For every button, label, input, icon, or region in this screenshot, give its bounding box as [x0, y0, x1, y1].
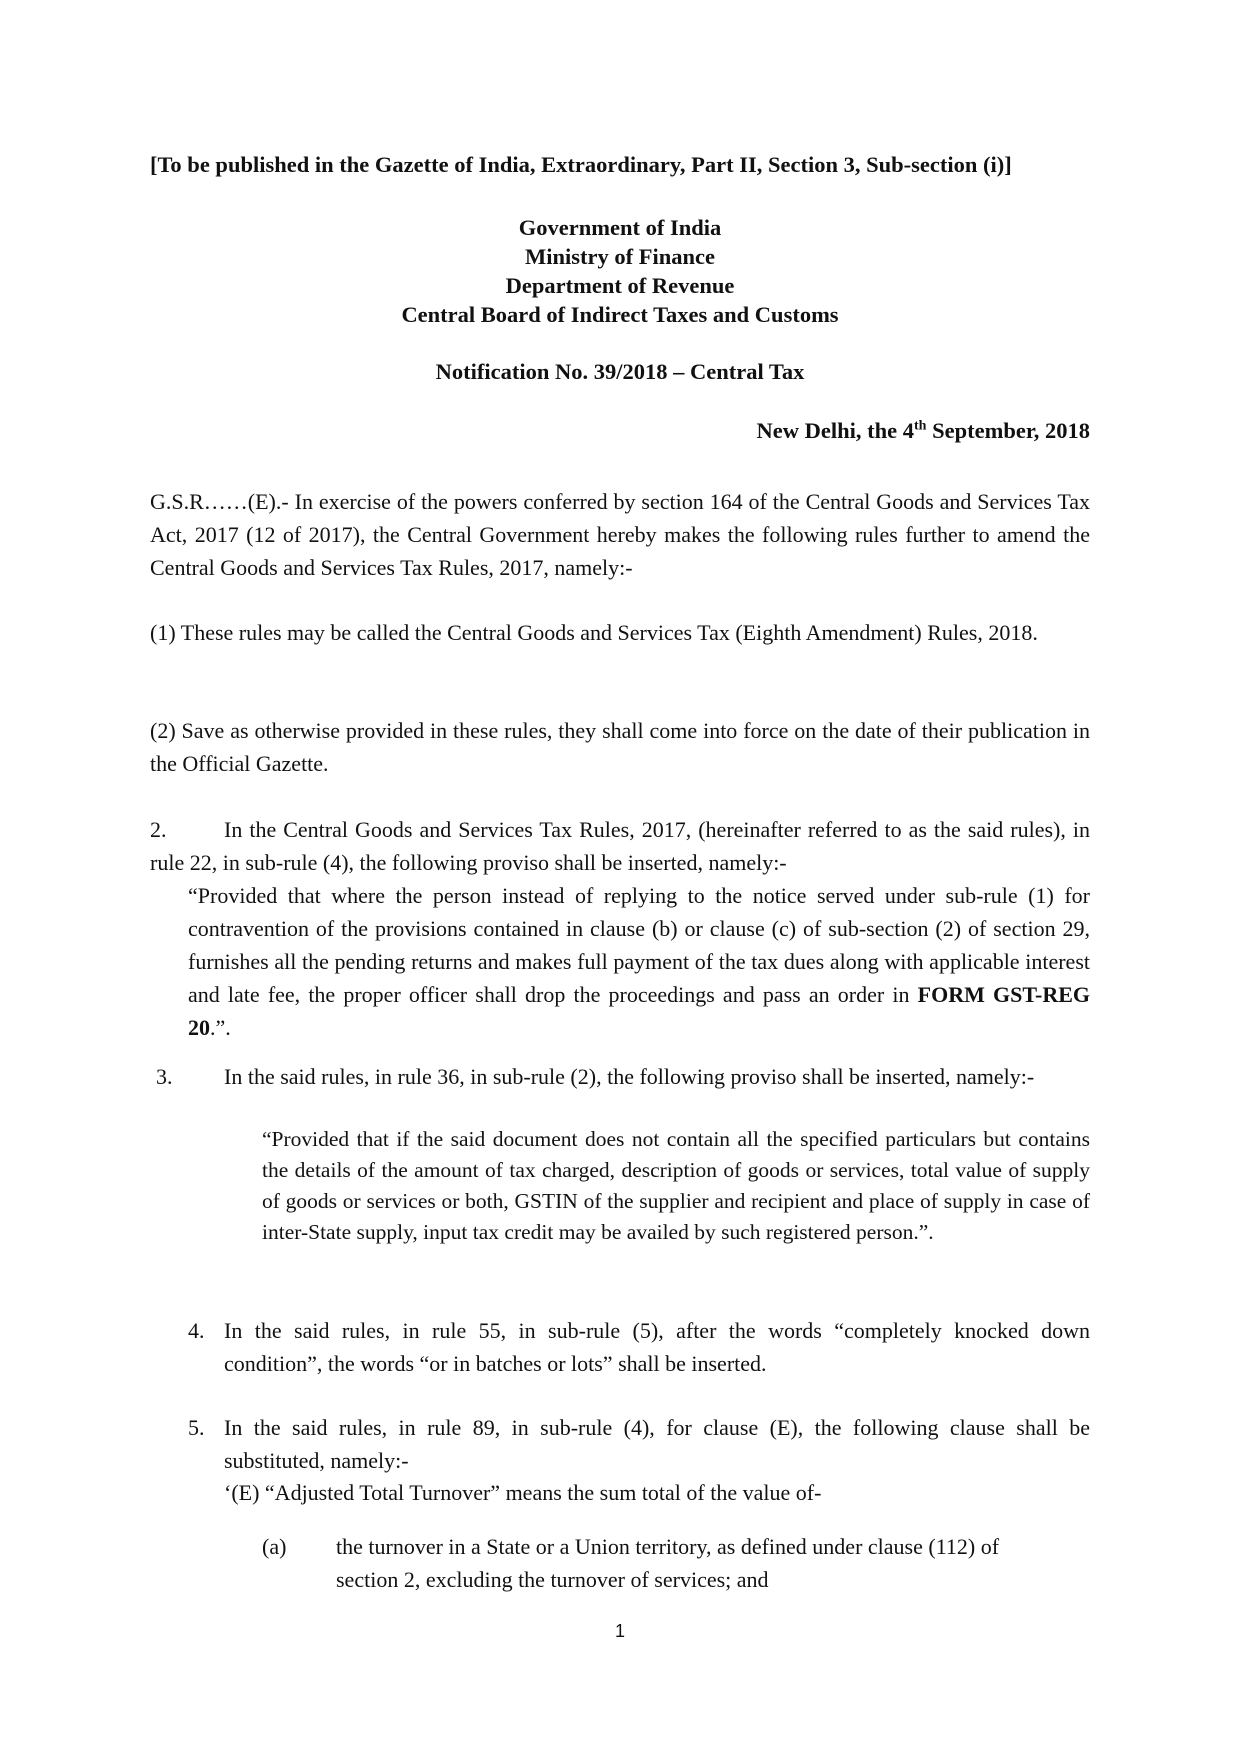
form-reference: FORM GST-REG 20 [188, 982, 1090, 1040]
paragraph-commencement: (2) Save as otherwise provided in these rules, they shall come into force on the date of their publication in the Official Gazette. [150, 718, 1090, 776]
paragraph-number: 2. [150, 817, 167, 842]
item-number-5: 5. [188, 1415, 205, 1440]
paragraph-rule-22 [150, 813, 1090, 879]
sub-clause-label: (a) [262, 1534, 287, 1559]
header-ministry: Ministry of Finance [525, 244, 715, 269]
paragraph-rule-89: In the said rules, in rule 89, in sub-rule (4), for clause (E), the following clause shall be substituted, namely:- [224, 1415, 1090, 1473]
paragraph-number: 3. [156, 1064, 173, 1089]
header-board: Central Board of Indirect Taxes and Customs [401, 302, 839, 327]
sub-clause-text: the turnover in a State or a Union territory, as defined under clause (112) of section 2, excluding the turnover of services; and [336, 1534, 1000, 1592]
gazette-line: [To be published in the Gazette of India, Extraordinary, Part II, Section 3, Sub-section (i)] [150, 152, 1012, 177]
paragraph-text: In the said rules, in rule 36, in sub-rule (2), the following proviso shall be inserted, namely:- [224, 1064, 1035, 1089]
proviso-rule-36: “Provided that if the said document does not contain all the specified particulars but contains the details of the amount of tax charged, description of goods or services, total value of supply of goods or services or both, GSTIN of the supplier and recipient and place of supply in case of inter-State supply, input tax credit may be availed by such registered person.”. [262, 1127, 1090, 1244]
proviso-end: .”. [210, 1015, 231, 1040]
header-government: Government of India [518, 215, 722, 240]
paragraph-short-title: (1) These rules may be called the Central Goods and Services Tax (Eighth Amendment) Rules, 2018. [150, 620, 1038, 645]
paragraph-text: In the Central Goods and Services Tax Rules, 2017, (hereinafter referred to as the said rules), in rule 22, in sub-rule (4), the following proviso shall be inserted, namely:- [150, 817, 1090, 875]
item-number-4: 4. [188, 1318, 205, 1343]
preamble-paragraph: G.S.R……(E).- In exercise of the powers conferred by section 164 of the Central Goods and Services Tax Act, 2017 (12 of 2017), the Central Government hereby makes the following rules further to amend the Central Goods and Services Tax Rules, 2017, namely:- [150, 489, 1090, 580]
dateline-suffix: September, 2018 [926, 418, 1090, 443]
dateline [150, 418, 1090, 444]
header-department: Department of Revenue [505, 273, 735, 298]
paragraph-rule-55: In the said rules, in rule 55, in sub-rule (5), after the words “completely knocked down condition”, the words “or in batches or lots” shall be inserted. [224, 1318, 1090, 1376]
issuing-authority-header [150, 213, 1090, 329]
dateline-superscript: th [914, 418, 927, 434]
paragraph-rule-36 [150, 1060, 1090, 1093]
definition-adjusted-total-turnover: ‘(E) “Adjusted Total Turnover” means the sum total of the value of- [224, 1480, 822, 1505]
page-number: 1 [614, 1621, 625, 1641]
proviso-rule-22 [188, 879, 1090, 1044]
proviso-text: “Provided that where the person instead of replying to the notice served under sub-rule (1) for contravention of the provisions contained in clause (b) or clause (c) of sub-section (2) of section 29, furnishes all the pending returns and makes full payment of the tax dues along with applicable interest and late fee, the proper officer shall drop the proceedings and pass an order in [188, 883, 1090, 1007]
notification-number: Notification No. 39/2018 – Central Tax [435, 359, 805, 384]
dateline-prefix: New Delhi, the 4 [756, 418, 914, 443]
